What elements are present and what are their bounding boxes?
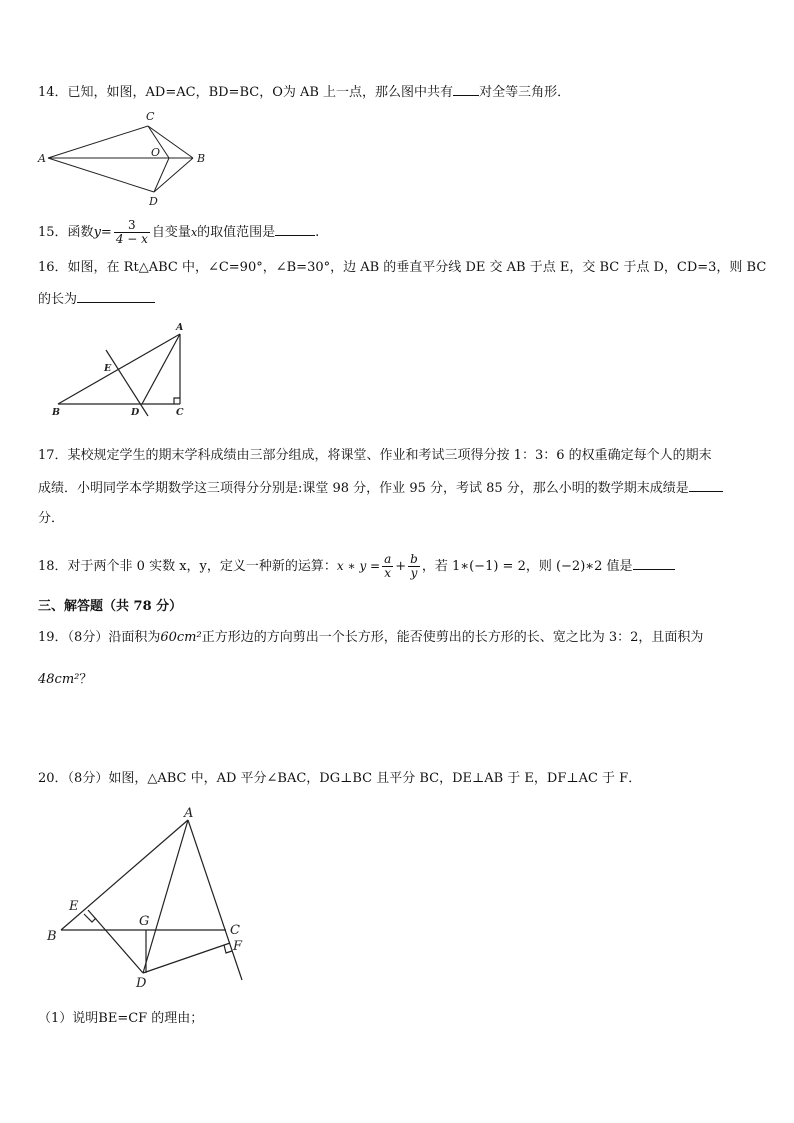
q14-text: 14．已知，如图，AD=AC，BD=BC，O为 AB 上一点，那么图中共有 对全等三角形． bbox=[38, 85, 571, 100]
q20-label-d: D bbox=[136, 976, 147, 991]
q17-line3: 分． bbox=[38, 511, 65, 526]
q16-blank bbox=[77, 290, 155, 303]
q19-line1: 19．（8分）沿面积为60cm²正方形边的方向剪出一个长方形，能否使剪出的长方形的长、宽之比为 3：2，且面积为 bbox=[38, 630, 704, 645]
q20-label-b: B bbox=[47, 929, 57, 944]
q17-line1: 17．某校规定学生的期末学科成绩由三部分组成，将课堂、作业和考试三项得分按 1：3：6 的权重确定每个人的期末 bbox=[38, 448, 712, 463]
section-3-title: 三、解答题（共 78 分） bbox=[38, 599, 183, 614]
q18-blank bbox=[633, 557, 675, 570]
q20-label-g: G bbox=[139, 914, 150, 929]
q18-fraction-a: $\frac{a}{x}$ bbox=[384, 552, 392, 580]
q15-text: 15．函数y= $\frac{3}{4 - x}$ 自变量x的取值范围是 . bbox=[38, 218, 320, 246]
q16-label-b: B bbox=[52, 407, 61, 418]
q16-label-e: E bbox=[104, 363, 112, 374]
q20-label-f: F bbox=[233, 939, 243, 954]
q16-line2: 的长为 bbox=[38, 290, 155, 309]
q16-label-d: D bbox=[131, 407, 140, 418]
q14-label-b: B bbox=[197, 152, 206, 165]
q16-line1: 16．如图，在 Rt△ABC 中，∠C=90°，∠B=30°，边 AB 的垂直平分线 DE 交 AB 于点 E，交 BC 于点 D，CD=3，则 BC bbox=[38, 260, 767, 275]
q16-label-a: A bbox=[176, 322, 184, 333]
q14-label-c: C bbox=[146, 110, 155, 123]
q15-fraction: $\frac{3}{4 - x}$ bbox=[115, 218, 148, 246]
q18-fraction-b: $\frac{b}{y}$ bbox=[410, 552, 418, 580]
q14-blank bbox=[453, 83, 479, 96]
q15-blank bbox=[275, 223, 315, 236]
q19-line2: 48cm²？ bbox=[38, 672, 93, 687]
q14-figure bbox=[36, 108, 216, 208]
q20-label-a: A bbox=[184, 806, 194, 821]
q17-line2: 成绩．小明同学本学期数学这三项得分分别是:课堂 98 分，作业 95 分，考试 85 分，那么小明的数学期末成绩是 bbox=[38, 479, 723, 498]
q20-label-c: C bbox=[230, 923, 240, 938]
q18-text: 18．对于两个非 0 实数 x，y，定义一种新的运算：x ∗ y = $\frac{a}{x}$ + $\frac{b}{y}$ ，若 1∗(−1) = 2，则 (−2)∗2 值是 bbox=[38, 550, 675, 583]
q16-figure bbox=[50, 320, 200, 420]
q20-text: 20．（8分）如图，△ABC 中，AD 平分∠BAC，DG⊥BC 且平分 BC，DE⊥AB 于 E，DF⊥AC 于 F． bbox=[38, 771, 642, 786]
q20-label-e: E bbox=[69, 899, 79, 914]
q14-label-o: O bbox=[151, 146, 161, 159]
q20-sub1: （1）说明BE=CF 的理由； bbox=[38, 1011, 204, 1026]
q20-figure bbox=[44, 805, 254, 990]
q16-label-c: C bbox=[176, 407, 184, 418]
q14-label-a: A bbox=[38, 152, 46, 165]
q17-blank bbox=[689, 479, 723, 492]
q14-label-d: D bbox=[149, 195, 158, 208]
